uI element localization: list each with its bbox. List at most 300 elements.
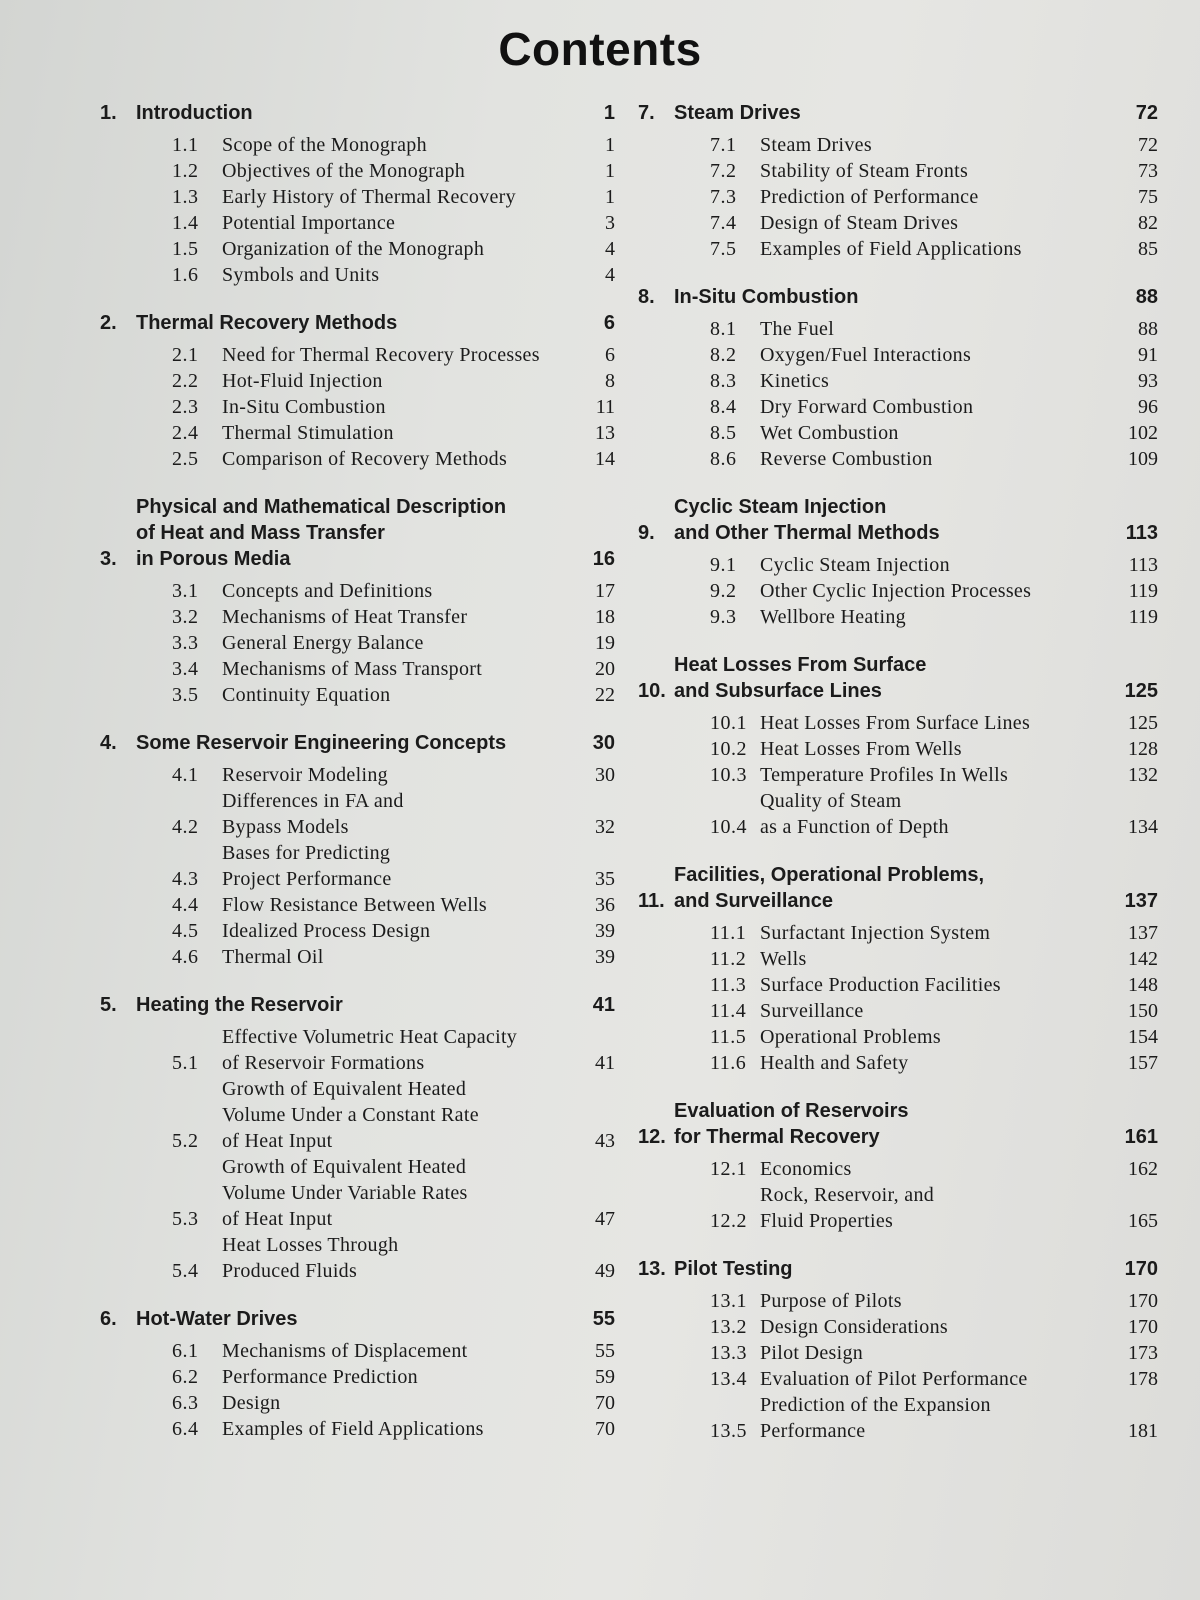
section-number: 1.2 <box>172 160 199 182</box>
section-page-number: 13 <box>595 422 615 444</box>
section-number: 8.6 <box>710 448 737 470</box>
section-title: Reverse Combustion <box>760 448 933 470</box>
section-number: 1.6 <box>172 264 199 286</box>
section-page-number: 82 <box>1138 212 1158 234</box>
section-title: Wells <box>760 948 807 970</box>
section-title: Surfactant Injection System <box>760 922 991 944</box>
toc-section-row <box>710 1340 1158 1366</box>
section-number: 11.2 <box>710 948 747 970</box>
section-number: 5.2 <box>172 1130 199 1152</box>
section-number: 3.5 <box>172 684 199 706</box>
chapter-page-number: 170 <box>1124 1258 1158 1280</box>
section-page-number: 119 <box>1128 580 1158 602</box>
section-number: 9.2 <box>710 580 737 602</box>
toc-section-row <box>172 394 615 420</box>
toc-section-row <box>710 1314 1158 1340</box>
section-page-number: 8 <box>605 370 615 392</box>
section-list <box>638 920 1158 1076</box>
section-page-number: 41 <box>595 1052 615 1074</box>
section-number: 11.4 <box>710 1000 747 1022</box>
toc-section-row <box>710 158 1158 184</box>
section-title: Dry Forward Combustion <box>760 396 974 418</box>
chapter-page-number: 161 <box>1124 1126 1158 1148</box>
chapter-title: In-Situ Combustion <box>674 286 859 308</box>
section-title: Differences in FA and Bypass Models <box>222 790 404 838</box>
section-title: Prediction of Performance <box>760 186 979 208</box>
section-title: Surveillance <box>760 1000 864 1022</box>
chapter-number: 13. <box>638 1258 666 1280</box>
section-title: Idealized Process Design <box>222 920 431 942</box>
toc-section-row <box>172 1390 615 1416</box>
section-number: 5.4 <box>172 1260 199 1282</box>
toc-section-row <box>172 132 615 158</box>
section-number: 13.3 <box>710 1342 747 1364</box>
toc-section-row <box>172 236 615 262</box>
section-number: 2.4 <box>172 422 199 444</box>
section-number: 9.3 <box>710 606 737 628</box>
section-number: 8.4 <box>710 396 737 418</box>
chapter-page-number: 16 <box>592 548 615 570</box>
section-number: 13.2 <box>710 1316 747 1338</box>
section-number: 7.2 <box>710 160 737 182</box>
toc-section-row <box>172 1076 615 1154</box>
toc-section-row <box>172 184 615 210</box>
section-title: Reservoir Modeling <box>222 764 388 786</box>
chapter-heading <box>638 652 1158 704</box>
section-page-number: 178 <box>1128 1368 1158 1390</box>
chapter-number: 3. <box>100 548 117 570</box>
section-number: 6.4 <box>172 1418 199 1440</box>
section-page-number: 39 <box>595 946 615 968</box>
section-title: Effective Volumetric Heat Capacity of Reservoir Formations <box>222 1026 518 1074</box>
toc-section-row <box>710 736 1158 762</box>
chapter-heading <box>638 494 1158 546</box>
section-title: Health and Safety <box>760 1052 909 1074</box>
chapter-heading <box>638 862 1158 914</box>
section-title: Wet Combustion <box>760 422 899 444</box>
chapter-heading <box>638 100 1158 126</box>
section-page-number: 154 <box>1128 1026 1158 1048</box>
chapter-number: 6. <box>100 1308 117 1330</box>
section-page-number: 35 <box>595 868 615 890</box>
section-page-number: 73 <box>1138 160 1158 182</box>
toc-section-row <box>710 316 1158 342</box>
toc-section-row <box>710 368 1158 394</box>
section-title: Kinetics <box>760 370 830 392</box>
section-number: 3.4 <box>172 658 199 680</box>
section-title: Temperature Profiles In Wells <box>760 764 1009 786</box>
section-number: 4.5 <box>172 920 199 942</box>
toc-chapter <box>638 494 1158 630</box>
section-title: Scope of the Monograph <box>222 134 427 156</box>
section-number: 10.4 <box>710 816 747 838</box>
section-title: Continuity Equation <box>222 684 391 706</box>
section-number: 13.5 <box>710 1420 747 1442</box>
chapter-heading <box>100 100 615 126</box>
section-title: Objectives of the Monograph <box>222 160 466 182</box>
section-list <box>638 132 1158 262</box>
chapter-number: 2. <box>100 312 117 334</box>
toc-section-row <box>710 604 1158 630</box>
toc-section-row <box>710 972 1158 998</box>
section-number: 5.1 <box>172 1052 199 1074</box>
section-page-number: 91 <box>1138 344 1158 366</box>
section-page-number: 170 <box>1128 1290 1158 1312</box>
toc-section-row <box>172 420 615 446</box>
toc-section-row <box>710 998 1158 1024</box>
toc-section-row <box>172 944 615 970</box>
section-number: 4.2 <box>172 816 199 838</box>
section-title: General Energy Balance <box>222 632 424 654</box>
toc-chapter <box>100 494 615 708</box>
toc-chapter <box>638 1098 1158 1234</box>
toc-chapter <box>100 992 615 1284</box>
chapter-title: Introduction <box>136 102 253 124</box>
section-page-number: 3 <box>605 212 615 234</box>
section-page-number: 18 <box>595 606 615 628</box>
chapter-page-number: 137 <box>1124 890 1158 912</box>
section-page-number: 157 <box>1128 1052 1158 1074</box>
toc-section-row <box>172 1416 615 1442</box>
chapter-heading <box>100 1306 615 1332</box>
section-page-number: 39 <box>595 920 615 942</box>
section-page-number: 88 <box>1138 318 1158 340</box>
chapter-page-number: 72 <box>1135 102 1158 124</box>
section-page-number: 109 <box>1128 448 1158 470</box>
chapter-title: Facilities, Operational Problems, and Surveillance <box>674 864 985 912</box>
toc-section-row <box>710 184 1158 210</box>
toc-section-row <box>710 1024 1158 1050</box>
section-number: 11.6 <box>710 1052 747 1074</box>
section-number: 6.1 <box>172 1340 199 1362</box>
section-number: 2.2 <box>172 370 199 392</box>
section-number: 1.4 <box>172 212 199 234</box>
section-number: 8.2 <box>710 344 737 366</box>
toc-chapter <box>100 1306 615 1442</box>
section-title: Quality of Steam as a Function of Depth <box>760 790 949 838</box>
contents-left-column <box>100 100 615 1464</box>
chapter-heading <box>638 1256 1158 1282</box>
toc-section-row <box>710 1392 1158 1444</box>
section-number: 11.3 <box>710 974 747 996</box>
section-number: 9.1 <box>710 554 737 576</box>
toc-section-row <box>710 132 1158 158</box>
toc-section-row <box>172 788 615 840</box>
toc-chapter <box>100 310 615 472</box>
chapter-title: Heating the Reservoir <box>136 994 343 1016</box>
section-page-number: 47 <box>595 1208 615 1230</box>
section-number: 1.3 <box>172 186 199 208</box>
section-number: 2.5 <box>172 448 199 470</box>
section-title: Heat Losses Through Produced Fluids <box>222 1234 399 1282</box>
section-title: Thermal Stimulation <box>222 422 394 444</box>
section-number: 10.3 <box>710 764 747 786</box>
section-page-number: 162 <box>1128 1158 1158 1180</box>
section-list <box>100 1024 615 1284</box>
section-page-number: 102 <box>1128 422 1158 444</box>
toc-chapter <box>638 100 1158 262</box>
section-title: Examples of Field Applications <box>760 238 1022 260</box>
section-title: Wellbore Heating <box>760 606 906 628</box>
section-page-number: 181 <box>1128 1420 1158 1442</box>
section-page-number: 11 <box>595 396 615 418</box>
toc-section-row <box>710 1182 1158 1234</box>
chapter-page-number: 55 <box>592 1308 615 1330</box>
toc-section-row <box>172 682 615 708</box>
section-title: Comparison of Recovery Methods <box>222 448 508 470</box>
toc-section-row <box>172 1338 615 1364</box>
section-page-number: 59 <box>595 1366 615 1388</box>
section-page-number: 132 <box>1128 764 1158 786</box>
section-number: 12.1 <box>710 1158 747 1180</box>
chapter-title: Thermal Recovery Methods <box>136 312 398 334</box>
toc-chapter <box>638 1256 1158 1444</box>
toc-section-row <box>710 788 1158 840</box>
chapter-page-number: 41 <box>592 994 615 1016</box>
section-title: Design Considerations <box>760 1316 948 1338</box>
section-number: 13.1 <box>710 1290 747 1312</box>
section-page-number: 1 <box>605 134 615 156</box>
section-list <box>638 1288 1158 1444</box>
toc-chapter <box>100 100 615 288</box>
section-list <box>638 316 1158 472</box>
chapter-heading <box>100 494 615 572</box>
section-title: Potential Importance <box>222 212 396 234</box>
section-number: 8.5 <box>710 422 737 444</box>
section-title: Thermal Oil <box>222 946 324 968</box>
section-page-number: 70 <box>595 1418 615 1440</box>
section-number: 6.2 <box>172 1366 199 1388</box>
section-page-number: 75 <box>1138 186 1158 208</box>
section-title: The Fuel <box>760 318 835 340</box>
section-number: 10.1 <box>710 712 747 734</box>
section-page-number: 4 <box>605 264 615 286</box>
section-title: Mechanisms of Mass Transport <box>222 658 483 680</box>
section-page-number: 72 <box>1138 134 1158 156</box>
section-number: 4.6 <box>172 946 199 968</box>
toc-chapter <box>638 652 1158 840</box>
section-page-number: 173 <box>1128 1342 1158 1364</box>
section-page-number: 70 <box>595 1392 615 1414</box>
section-number: 10.2 <box>710 738 747 760</box>
section-page-number: 119 <box>1128 606 1158 628</box>
chapter-title: Physical and Mathematical Description of Heat and Mass Transfer in Porous Media <box>136 496 507 570</box>
chapter-number: 8. <box>638 286 655 308</box>
section-page-number: 22 <box>595 684 615 706</box>
chapter-page-number: 30 <box>592 732 615 754</box>
section-title: Economics <box>760 1158 852 1180</box>
section-number: 6.3 <box>172 1392 199 1414</box>
chapter-number: 9. <box>638 522 655 544</box>
chapter-heading <box>100 310 615 336</box>
section-number: 8.3 <box>710 370 737 392</box>
section-number: 3.2 <box>172 606 199 628</box>
toc-section-row <box>710 446 1158 472</box>
toc-section-row <box>172 342 615 368</box>
section-page-number: 30 <box>595 764 615 786</box>
section-list <box>638 710 1158 840</box>
toc-section-row <box>172 604 615 630</box>
section-number: 7.3 <box>710 186 737 208</box>
section-title: Heat Losses From Surface Lines <box>760 712 1031 734</box>
chapter-page-number: 125 <box>1124 680 1158 702</box>
section-page-number: 14 <box>595 448 615 470</box>
section-number: 3.1 <box>172 580 199 602</box>
toc-chapter <box>638 284 1158 472</box>
section-page-number: 85 <box>1138 238 1158 260</box>
section-title: Oxygen/Fuel Interactions <box>760 344 972 366</box>
toc-section-row <box>172 1364 615 1390</box>
toc-chapter <box>638 862 1158 1076</box>
section-title: Need for Thermal Recovery Processes <box>222 344 540 366</box>
section-number: 5.3 <box>172 1208 199 1230</box>
toc-section-row <box>172 1024 615 1076</box>
chapter-page-number: 88 <box>1135 286 1158 308</box>
toc-section-row <box>710 1050 1158 1076</box>
section-page-number: 36 <box>595 894 615 916</box>
toc-section-row <box>710 1288 1158 1314</box>
chapter-page-number: 1 <box>603 102 615 124</box>
toc-section-row <box>172 892 615 918</box>
toc-section-row <box>710 1156 1158 1182</box>
toc-section-row <box>710 710 1158 736</box>
toc-section-row <box>172 446 615 472</box>
section-title: Rock, Reservoir, and Fluid Properties <box>760 1184 935 1232</box>
chapter-number: 1. <box>100 102 117 124</box>
section-title: Purpose of Pilots <box>760 1290 902 1312</box>
section-number: 11.5 <box>710 1026 747 1048</box>
toc-section-row <box>172 368 615 394</box>
section-title: Steam Drives <box>760 134 872 156</box>
toc-section-row <box>172 918 615 944</box>
chapter-number: 11. <box>638 890 665 912</box>
toc-section-row <box>710 342 1158 368</box>
section-number: 3.3 <box>172 632 199 654</box>
section-page-number: 1 <box>605 160 615 182</box>
toc-section-row <box>710 578 1158 604</box>
toc-section-row <box>710 1366 1158 1392</box>
section-title: Concepts and Definitions <box>222 580 433 602</box>
chapter-page-number: 113 <box>1125 522 1158 544</box>
section-page-number: 170 <box>1128 1316 1158 1338</box>
section-page-number: 19 <box>595 632 615 654</box>
toc-section-row <box>172 630 615 656</box>
section-number: 1.5 <box>172 238 199 260</box>
section-title: Organization of the Monograph <box>222 238 485 260</box>
section-page-number: 49 <box>595 1260 615 1282</box>
section-title: Evaluation of Pilot Performance <box>760 1368 1028 1390</box>
section-number: 11.1 <box>710 922 747 944</box>
chapter-number: 5. <box>100 994 117 1016</box>
toc-section-row <box>710 552 1158 578</box>
section-page-number: 32 <box>595 816 615 838</box>
section-number: 7.4 <box>710 212 737 234</box>
toc-section-row <box>710 236 1158 262</box>
chapter-number: 10. <box>638 680 666 702</box>
section-list <box>100 1338 615 1442</box>
chapter-number: 4. <box>100 732 117 754</box>
chapter-heading <box>638 284 1158 310</box>
section-page-number: 93 <box>1138 370 1158 392</box>
toc-section-row <box>172 262 615 288</box>
section-page-number: 4 <box>605 238 615 260</box>
section-page-number: 142 <box>1128 948 1158 970</box>
section-title: Examples of Field Applications <box>222 1418 484 1440</box>
section-list <box>100 132 615 288</box>
chapter-title: Evaluation of Reservoirs for Thermal Recovery <box>674 1100 909 1148</box>
toc-section-row <box>710 210 1158 236</box>
section-page-number: 43 <box>595 1130 615 1152</box>
chapter-heading <box>638 1098 1158 1150</box>
toc-section-row <box>710 394 1158 420</box>
chapter-title: Hot-Water Drives <box>136 1308 298 1330</box>
section-title: Flow Resistance Between Wells <box>222 894 488 916</box>
chapter-page-number: 6 <box>603 312 615 334</box>
section-number: 7.5 <box>710 238 737 260</box>
section-page-number: 137 <box>1128 922 1158 944</box>
section-title: Stability of Steam Fronts <box>760 160 969 182</box>
section-page-number: 128 <box>1128 738 1158 760</box>
section-page-number: 1 <box>605 186 615 208</box>
section-number: 4.1 <box>172 764 199 786</box>
toc-chapter <box>100 730 615 970</box>
chapter-title: Pilot Testing <box>674 1258 793 1280</box>
section-title: Surface Production Facilities <box>760 974 1001 996</box>
section-number: 4.4 <box>172 894 199 916</box>
toc-section-row <box>172 158 615 184</box>
chapter-heading <box>100 730 615 756</box>
toc-section-row <box>710 420 1158 446</box>
section-title: Growth of Equivalent Heated Volume Under a Constant Rate of Heat Input <box>222 1078 479 1152</box>
section-title: Prediction of the Expansion Performance <box>760 1394 991 1442</box>
section-list <box>638 552 1158 630</box>
chapter-title: Heat Losses From Surface and Subsurface Lines <box>674 654 927 702</box>
toc-section-row <box>172 762 615 788</box>
chapter-title: Cyclic Steam Injection and Other Thermal Methods <box>674 496 940 544</box>
chapter-title: Steam Drives <box>674 102 801 124</box>
chapter-number: 12. <box>638 1126 666 1148</box>
chapter-heading <box>100 992 615 1018</box>
toc-section-row <box>710 946 1158 972</box>
section-list <box>100 762 615 970</box>
section-title: Operational Problems <box>760 1026 941 1048</box>
section-number: 2.3 <box>172 396 199 418</box>
section-title: Design <box>222 1392 281 1414</box>
section-page-number: 96 <box>1138 396 1158 418</box>
section-page-number: 6 <box>605 344 615 366</box>
contents-right-column <box>638 100 1158 1466</box>
toc-section-row <box>172 1154 615 1232</box>
section-title: Performance Prediction <box>222 1366 418 1388</box>
section-title: Heat Losses From Wells <box>760 738 962 760</box>
section-page-number: 125 <box>1128 712 1158 734</box>
toc-section-row <box>710 762 1158 788</box>
section-title: Mechanisms of Displacement <box>222 1340 468 1362</box>
page-title: Contents <box>498 23 702 75</box>
section-title: Bases for Predicting Project Performance <box>222 842 392 890</box>
toc-section-row <box>172 210 615 236</box>
section-list <box>100 578 615 708</box>
section-page-number: 20 <box>595 658 615 680</box>
toc-section-row <box>172 578 615 604</box>
chapter-title: Some Reservoir Engineering Concepts <box>136 732 507 754</box>
section-title: Early History of Thermal Recovery <box>222 186 516 208</box>
section-page-number: 113 <box>1128 554 1158 576</box>
section-number: 2.1 <box>172 344 199 366</box>
toc-section-row <box>172 1232 615 1284</box>
section-title: Mechanisms of Heat Transfer <box>222 606 468 628</box>
section-page-number: 150 <box>1128 1000 1158 1022</box>
